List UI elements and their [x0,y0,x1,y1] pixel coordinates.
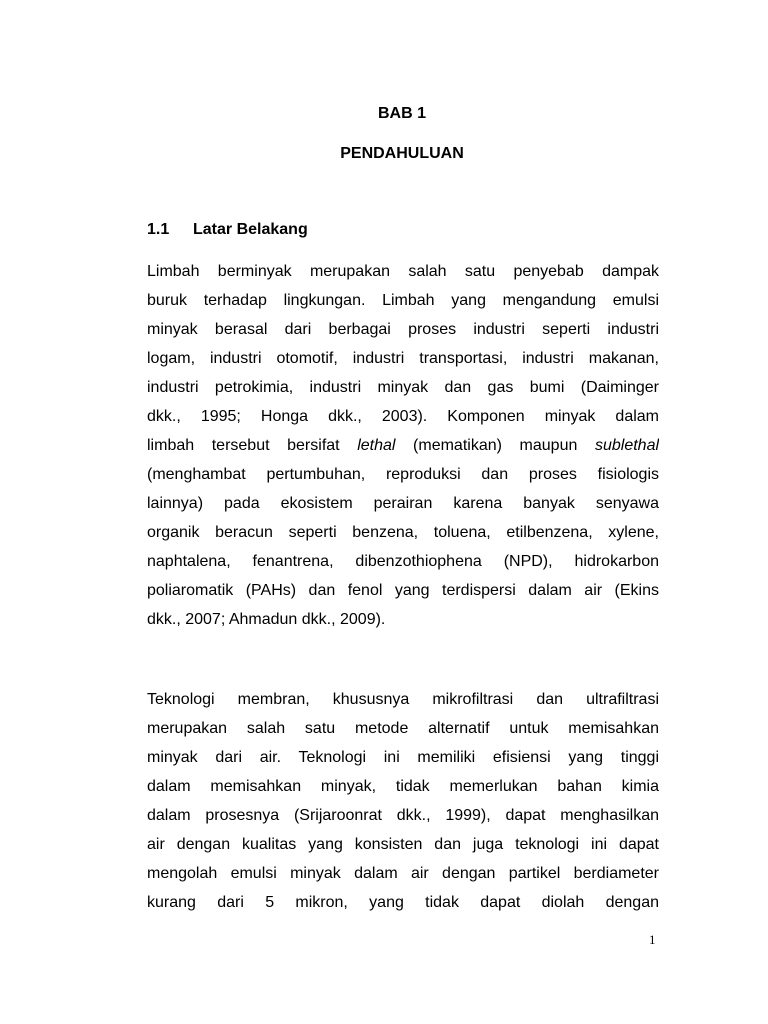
text-run: logam, industri otomotif, industri transportasi, industri makanan, [147,350,659,367]
text-run: Teknologi membran, khususnya mikrofiltrasi dan ultrafiltrasi [147,691,659,708]
text-line [147,801,659,830]
text-line [147,402,659,431]
text-line [147,576,659,605]
text-run: dkk., 2007; Ahmadun dkk., 2009). [147,611,386,628]
text-line [147,888,659,917]
text-line [147,685,659,714]
text-line [147,286,659,315]
text-run: poliaromatik (PAHs) dan fenol yang terdispersi dalam air (Ekins [147,582,659,599]
text-run: minyak berasal dari berbagai proses industri seperti industri [147,321,659,338]
text-run: dalam memisahkan minyak, tidak memerlukan bahan kimia [147,778,659,795]
chapter-title: PENDAHULUAN [340,145,464,162]
text-line [147,315,659,344]
text-run: Limbah berminyak merupakan salah satu penyebab dampak [147,263,659,280]
text-run: industri petrokimia, industri minyak dan gas bumi (Daiminger [147,379,659,396]
text-line [147,547,659,576]
section-title: Latar Belakang [193,221,308,238]
text-run: dkk., 1995; Honga dkk., 2003). Komponen minyak dalam [147,408,659,425]
text-line [147,859,659,888]
text-line [147,772,659,801]
text-run: air dengan kualitas yang konsisten dan juga teknologi ini dapat [147,836,659,853]
text-run: minyak dari air. Teknologi ini memiliki efisiensi yang tinggi [147,749,659,766]
paragraph-background [147,257,659,634]
text-line [147,460,659,489]
italic-term: sublethal [594,437,659,454]
text-run: kurang dari 5 mikron, yang tidak dapat diolah dengan [147,894,659,911]
text-line [147,605,659,634]
text-run: dalam prosesnya (Srijaroonrat dkk., 1999), dapat menghasilkan [147,807,659,824]
text-run: (menghambat pertumbuhan, reproduksi dan proses fisiologis [147,466,659,483]
text-run: buruk terhadap lingkungan. Limbah yang mengandung emulsi [147,292,659,309]
text-line [147,373,659,402]
text-line [147,714,659,743]
section-heading [147,220,308,240]
text-line [147,489,659,518]
italic-term: lethal [357,437,396,454]
text-run: (mematikan) maupun [395,437,595,454]
text-line [147,743,659,772]
text-line [147,431,659,460]
text-line [147,830,659,859]
text-run: organik beracun seperti benzena, toluena, etilbenzena, xylene, [147,524,659,541]
text-line [147,344,659,373]
text-line [147,518,659,547]
text-run: naphtalena, fenantrena, dibenzothiophena (NPD), hidrokarbon [147,553,659,570]
text-run: mengolah emulsi minyak dalam air dengan partikel berdiameter [147,865,659,882]
chapter-label: BAB 1 [377,105,426,122]
section-number: 1.1 [147,221,170,238]
text-run: limbah tersebut bersifat [147,437,358,454]
page-number: 1 [649,932,656,947]
text-run: merupakan salah satu metode alternatif untuk memisahkan [147,720,659,737]
text-line [147,257,659,286]
paragraph-membrane-technology [147,685,659,917]
text-run: lainnya) pada ekosistem perairan karena banyak senyawa [147,495,659,512]
